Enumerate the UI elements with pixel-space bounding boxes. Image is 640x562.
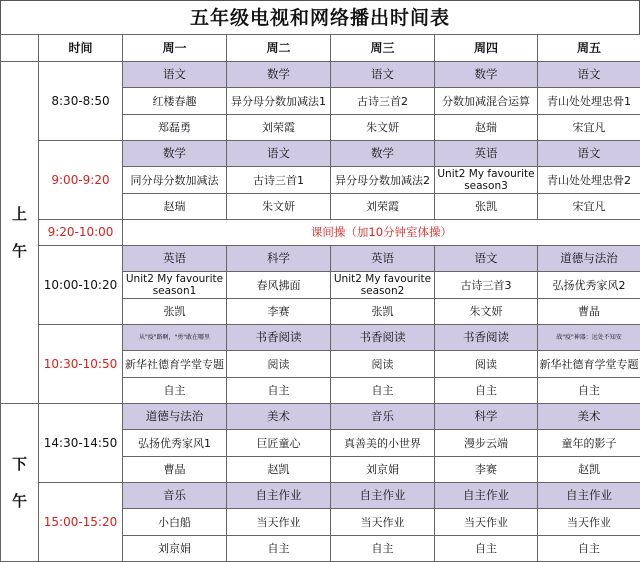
- time-slot-cell: 10:00-10:20: [39, 246, 123, 325]
- lesson-cell: 异分母分数加减法1: [227, 88, 331, 115]
- lesson-cell: 红楼春趣: [123, 88, 227, 115]
- lesson-cell: 新华社德育学堂专题: [538, 351, 640, 378]
- subject-cell: 语文: [227, 141, 331, 167]
- teacher-cell: 赵凯: [227, 457, 331, 483]
- teacher-cell: 自主: [227, 536, 331, 562]
- lesson-cell: 弘扬优秀家风2: [538, 272, 640, 299]
- time-slot-cell: 14:30-14:50: [39, 404, 123, 483]
- subject-cell: 音乐: [123, 483, 227, 509]
- teacher-cell: 自主: [331, 378, 435, 404]
- break-time-cell: 9:20-10:00: [39, 220, 123, 246]
- time-slot-cell: 15:00-15:20: [39, 483, 123, 562]
- lesson-cell: 春风拂面: [227, 272, 331, 299]
- teacher-cell: 自主: [435, 536, 538, 562]
- lesson-cell: 古诗三首3: [435, 272, 538, 299]
- teacher-cell: 李赛: [227, 299, 331, 325]
- teacher-cell: 自主: [538, 378, 640, 404]
- subject-cell: 科学: [435, 404, 538, 430]
- lesson-cell: 新华社德育学堂专题: [123, 351, 227, 378]
- teacher-cell: 宋宜凡: [538, 194, 640, 220]
- slot-subjects-row: [1, 325, 640, 351]
- subject-cell: 语文: [123, 62, 227, 88]
- corner-cell: [1, 35, 39, 62]
- teacher-cell: 赵凯: [538, 457, 640, 483]
- lesson-cell: 古诗三首1: [227, 167, 331, 194]
- lesson-cell: 漫步云端: [435, 430, 538, 457]
- schedule-table: [0, 34, 640, 562]
- teacher-cell: 曹晶: [538, 299, 640, 325]
- slot-subjects-row: [1, 141, 640, 167]
- teacher-cell: 刘京娟: [123, 536, 227, 562]
- slot-subjects-row: [1, 246, 640, 272]
- time-slot-cell: 9:00-9:20: [39, 141, 123, 220]
- break-row: [1, 220, 640, 246]
- half-label-char: 午: [1, 245, 38, 258]
- subject-cell: 战"疫"神器：远处不知安: [538, 325, 640, 351]
- subject-cell: 英语: [331, 246, 435, 272]
- subject-cell: 自主作业: [435, 483, 538, 509]
- subject-cell: 自主作业: [331, 483, 435, 509]
- afternoon-label: [1, 404, 39, 562]
- teacher-cell: 张凯: [331, 299, 435, 325]
- subject-cell: 自主作业: [227, 483, 331, 509]
- teacher-cell: 曹晶: [123, 457, 227, 483]
- lesson-cell: Unit2 My favourite season3: [435, 167, 538, 194]
- lesson-cell: 异分母分数加减法2: [331, 167, 435, 194]
- lesson-cell: 同分母分数加减法: [123, 167, 227, 194]
- subject-cell: 语文: [538, 141, 640, 167]
- day-header-mon: 周一: [123, 35, 227, 62]
- lesson-cell: 古诗三首2: [331, 88, 435, 115]
- slot-subjects-row: [1, 62, 640, 88]
- lesson-cell: Unit2 My favourite season1: [123, 272, 227, 299]
- subject-cell: 书香阅读: [331, 325, 435, 351]
- teacher-cell: 自主: [331, 536, 435, 562]
- subject-cell: 英语: [435, 141, 538, 167]
- teacher-cell: 赵瑞: [435, 115, 538, 141]
- teacher-cell: 朱文妍: [331, 115, 435, 141]
- subject-cell: 自主作业: [538, 483, 640, 509]
- subject-cell: 美术: [538, 404, 640, 430]
- teacher-cell: 张凯: [123, 299, 227, 325]
- half-label-char: 上: [1, 208, 38, 221]
- teacher-cell: 朱文妍: [227, 194, 331, 220]
- teacher-cell: 宋宜凡: [538, 115, 640, 141]
- lesson-cell: 童年的影子: [538, 430, 640, 457]
- lesson-cell: 阅读: [227, 351, 331, 378]
- subject-cell: 数学: [435, 62, 538, 88]
- lesson-cell: 当天作业: [538, 509, 640, 536]
- subject-cell: 音乐: [331, 404, 435, 430]
- subject-cell: 数学: [331, 141, 435, 167]
- subject-cell: 书香阅读: [227, 325, 331, 351]
- subject-cell: 语文: [435, 246, 538, 272]
- afternoon-section: [1, 404, 640, 562]
- lesson-cell: 阅读: [435, 351, 538, 378]
- day-header-tue: 周二: [227, 35, 331, 62]
- morning-section: [1, 62, 640, 404]
- teacher-cell: 自主: [227, 378, 331, 404]
- time-slot-cell: 8:30-8:50: [39, 62, 123, 141]
- subject-cell: 语文: [331, 62, 435, 88]
- time-header: 时间: [39, 35, 123, 62]
- teacher-cell: 张凯: [435, 194, 538, 220]
- day-header-fri: 周五: [538, 35, 640, 62]
- half-label-char: 下: [1, 458, 38, 471]
- half-label-char: 午: [1, 495, 38, 508]
- lesson-cell: 弘扬优秀家风1: [123, 430, 227, 457]
- teacher-cell: 自主: [123, 378, 227, 404]
- day-header-thu: 周四: [435, 35, 538, 62]
- subject-cell: 从"疫"路啊，"勇"敢在哪里: [123, 325, 227, 351]
- lesson-cell: 青山处处埋忠骨1: [538, 88, 640, 115]
- subject-cell: 道德与法治: [538, 246, 640, 272]
- lesson-cell: 青山处处埋忠骨2: [538, 167, 640, 194]
- lesson-cell: 当天作业: [227, 509, 331, 536]
- subject-cell: 美术: [227, 404, 331, 430]
- teacher-cell: 刘京娟: [331, 457, 435, 483]
- lesson-cell: 小白船: [123, 509, 227, 536]
- subject-cell: 语文: [538, 62, 640, 88]
- teacher-cell: 李赛: [435, 457, 538, 483]
- page-title: 五年级电视和网络播出时间表: [0, 0, 640, 34]
- subject-cell: 数学: [123, 141, 227, 167]
- lesson-cell: 当天作业: [435, 509, 538, 536]
- header-row: [1, 35, 640, 62]
- teacher-cell: 自主: [435, 378, 538, 404]
- subject-cell: 英语: [123, 246, 227, 272]
- teacher-cell: 朱文妍: [435, 299, 538, 325]
- lesson-cell: 当天作业: [331, 509, 435, 536]
- lesson-cell: 阅读: [331, 351, 435, 378]
- subject-cell: 科学: [227, 246, 331, 272]
- teacher-cell: 赵瑞: [123, 194, 227, 220]
- lesson-cell: 分数加减混合运算: [435, 88, 538, 115]
- subject-cell: 道德与法治: [123, 404, 227, 430]
- teacher-cell: 刘荣霞: [331, 194, 435, 220]
- teacher-cell: 刘荣霞: [227, 115, 331, 141]
- lesson-cell: Unit2 My favourite season2: [331, 272, 435, 299]
- break-label-cell: 课间操（加10分钟室体操）: [123, 220, 640, 246]
- teacher-cell: 郑磊勇: [123, 115, 227, 141]
- lesson-cell: 真善美的小世界: [331, 430, 435, 457]
- subject-cell: 书香阅读: [435, 325, 538, 351]
- time-slot-cell: 10:30-10:50: [39, 325, 123, 404]
- day-header-wed: 周三: [331, 35, 435, 62]
- subject-cell: 数学: [227, 62, 331, 88]
- teacher-cell: 自主: [538, 536, 640, 562]
- morning-label: [1, 62, 39, 404]
- lesson-cell: 巨匠童心: [227, 430, 331, 457]
- slot-subjects-row: [1, 483, 640, 509]
- slot-subjects-row: [1, 404, 640, 430]
